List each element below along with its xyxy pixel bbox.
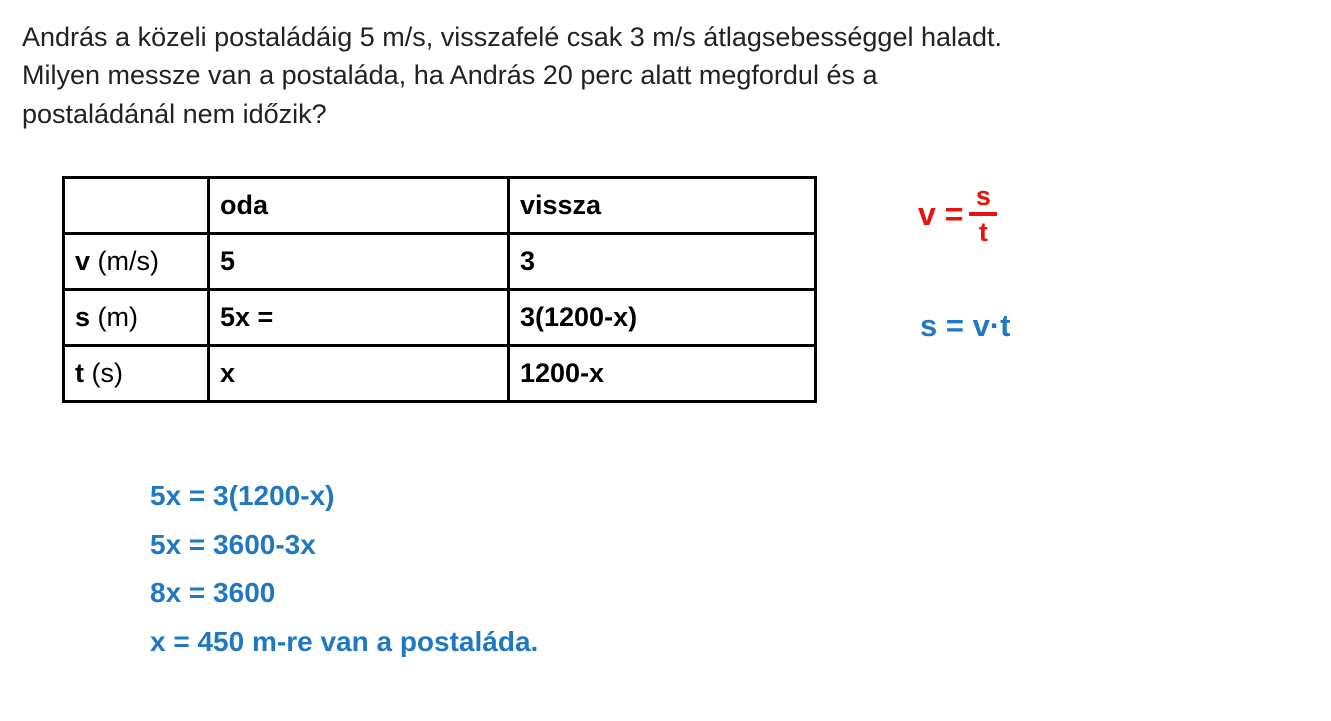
row-label-velocity bbox=[64, 234, 209, 290]
cell-velocity-oda: 5 bbox=[209, 234, 509, 290]
fraction-numerator: s bbox=[975, 181, 991, 211]
table-row bbox=[64, 290, 816, 346]
problem-line-1: András a közeli postaládáig 5 m/s, visszafelé csak 3 m/s átlagsebességgel haladt. bbox=[22, 22, 1003, 52]
symbol-s: s bbox=[75, 302, 91, 332]
unit-s: (m) bbox=[90, 302, 139, 332]
table-row bbox=[64, 234, 816, 290]
cell-velocity-vissza: 3 bbox=[509, 234, 816, 290]
row-label-time bbox=[64, 346, 209, 402]
unit-v: (m/s) bbox=[90, 246, 160, 276]
solution-step-4: x = 450 m-re van a postaláda. bbox=[150, 626, 539, 658]
symbol-v: v bbox=[75, 246, 91, 276]
table-header-oda: oda bbox=[209, 178, 509, 234]
formula-distance: s = v·t bbox=[920, 308, 1011, 343]
cell-distance-vissza: 3(1200-x) bbox=[509, 290, 816, 346]
problem-line-3: postaládánál nem időzik? bbox=[22, 98, 327, 129]
table-header-vissza: vissza bbox=[509, 178, 816, 234]
problem-line-2: Milyen messze van a postaláda, ha András 20 perc alatt megfordul és a bbox=[22, 60, 878, 91]
cell-time-vissza: 1200-x bbox=[509, 346, 816, 402]
data-table bbox=[62, 176, 817, 403]
solution-step-3: 8x = 3600 bbox=[150, 577, 276, 609]
symbol-t: t bbox=[75, 358, 84, 388]
fraction-bar bbox=[969, 212, 997, 216]
table-header-row bbox=[64, 178, 816, 234]
table-row bbox=[64, 346, 816, 402]
solution-steps bbox=[150, 472, 538, 667]
fraction-s-over-t bbox=[969, 182, 997, 247]
fraction-denominator: t bbox=[978, 217, 988, 248]
cell-distance-oda: 5x = bbox=[209, 290, 509, 346]
solution-step-1: 5x = 3(1200-x) bbox=[150, 480, 335, 511]
formula-velocity-lhs: v = bbox=[918, 195, 964, 232]
solution-step-2: 5x = 3600-3x bbox=[150, 528, 316, 560]
problem-statement bbox=[22, 18, 1272, 133]
row-label-distance bbox=[64, 290, 209, 346]
formula-velocity bbox=[918, 182, 997, 247]
table-header-corner bbox=[64, 178, 209, 234]
cell-time-oda: x bbox=[209, 346, 509, 402]
unit-t: (s) bbox=[84, 358, 123, 388]
